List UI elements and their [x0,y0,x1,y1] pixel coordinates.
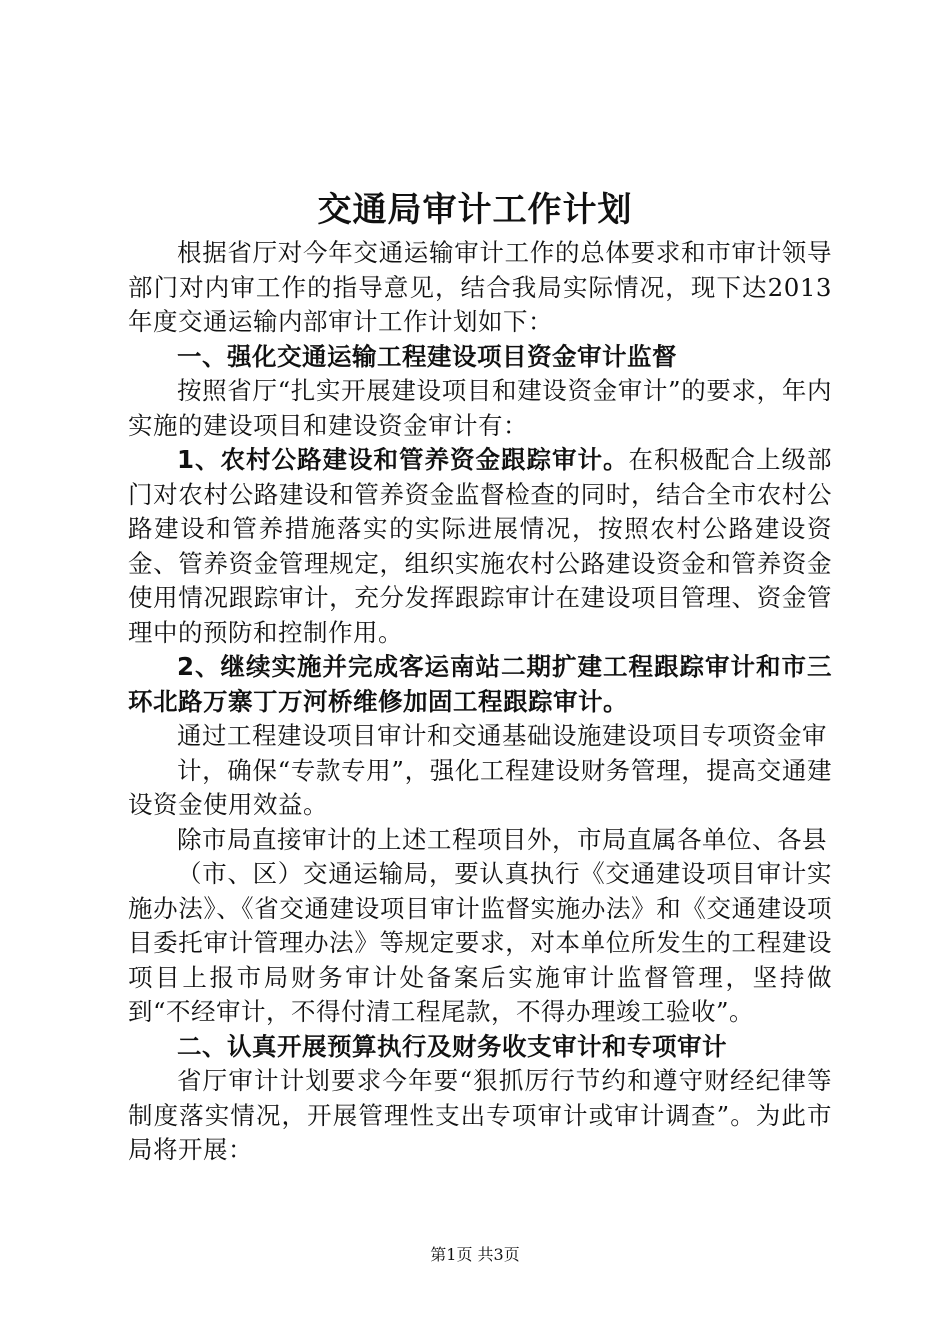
document-body [128,236,832,1168]
document-title: 交通局审计工作计划 [317,190,633,230]
body-paragraph-item-1 [128,443,832,650]
body-paragraph: 按照省厅“扎实开展建设项目和建设资金审计”的要求，年内实施的建设项目和建设资金审计有： [128,376,832,440]
body-paragraph: 计，确保“专款专用”，强化工程建设财务管理，提高交通建设资金使用效益。 [128,755,832,819]
body-paragraph: （市、区）交通运输局，要认真执行《交通建设项目审计实施办法》、《省交通建设项目审计监督实施办法》和《交通建设项目委托审计管理办法》等规定要求，对本单位所发生的工程建设项目上报市局财务审计处备案后实施审计监督管理，坚持做到“不经审计，不得付清工程尾款，不得办理竣工验收”。 [128,859,832,1026]
item-1-lead: 1、农村公路建设和管养资金跟踪审计。 [177,445,629,474]
intro-paragraph: 根据省厅对今年交通运输审计工作的总体要求和市审计领导部门对内审工作的指导意见，结合我局实际情况，现下达2013年度交通运输内部审计工作计划如下： [128,238,832,336]
item-2-heading: 2、继续实施并完成客运南站二期扩建工程跟踪审计和市三环北路万寨丁万河桥维修加固工程跟踪审计。 [128,652,832,716]
page-total: 共3页 [477,1245,520,1264]
item-1-text: 在积极配合上级部门对农村公路建设和管养资金监督检查的同时，结合全市农村公路建设和管养措施落实的实际进展情况，按照农村公路建设资金、管养资金管理规定，组织实施农村公路建设资金和管养资金使用情况跟踪审计，充分发挥跟踪审计在建设项目管理、资金管理中的预防和控制作用。 [128,445,833,647]
page-number: 第1页 [430,1245,473,1264]
body-paragraph: 通过工程建设项目审计和交通基础设施建设项目专项资金审 [177,721,827,750]
page-footer [0,1244,950,1266]
section-heading-2: 二、认真开展预算执行及财务收支审计和专项审计 [177,1031,727,1061]
body-paragraph: 除市局直接审计的上述工程项目外，市局直属各单位、各县 [177,824,827,854]
body-paragraph: 省厅审计计划要求今年要“狠抓厉行节约和遵守财经纪律等制度落实情况，开展管理性支出专项审计或审计调查”。为此市局将开展： [128,1066,832,1164]
section-heading-1: 一、强化交通运输工程建设项目资金审计监督 [177,341,677,371]
